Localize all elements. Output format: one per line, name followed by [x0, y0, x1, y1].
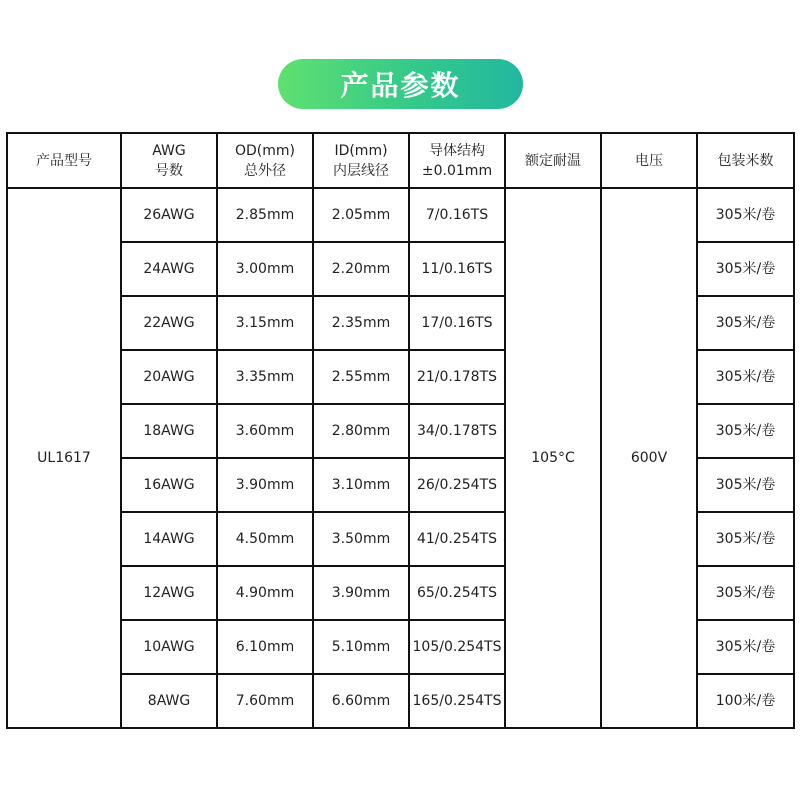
cell-id: 2.80mm: [313, 404, 409, 458]
cell-awg: 22AWG: [121, 296, 217, 350]
cell-voltage: 600V: [601, 188, 697, 728]
cell-od: 4.90mm: [217, 566, 313, 620]
cell-pack: 305米/卷: [697, 296, 794, 350]
cell-od: 7.60mm: [217, 674, 313, 728]
cell-id: 2.35mm: [313, 296, 409, 350]
cell-awg: 14AWG: [121, 512, 217, 566]
cell-od: 3.00mm: [217, 242, 313, 296]
cell-od: 6.10mm: [217, 620, 313, 674]
cell-id: 3.10mm: [313, 458, 409, 512]
cell-awg: 8AWG: [121, 674, 217, 728]
cell-conductor: 17/0.16TS: [409, 296, 505, 350]
cell-pack: 305米/卷: [697, 242, 794, 296]
cell-awg: 16AWG: [121, 458, 217, 512]
cell-id: 3.50mm: [313, 512, 409, 566]
header-conductor: 导体结构 ±0.01mm: [409, 133, 505, 188]
cell-awg: 18AWG: [121, 404, 217, 458]
cell-model: UL1617: [7, 188, 121, 728]
header-pack: 包装米数: [697, 133, 794, 188]
cell-conductor: 7/0.16TS: [409, 188, 505, 242]
cell-pack: 305米/卷: [697, 566, 794, 620]
header-voltage: 电压: [601, 133, 697, 188]
product-params-table: [6, 132, 795, 729]
cell-conductor: 26/0.254TS: [409, 458, 505, 512]
cell-awg: 20AWG: [121, 350, 217, 404]
cell-pack: 305米/卷: [697, 404, 794, 458]
cell-pack: 305米/卷: [697, 350, 794, 404]
cell-od: 3.35mm: [217, 350, 313, 404]
cell-awg: 24AWG: [121, 242, 217, 296]
header-od: OD(mm) 总外径: [217, 133, 313, 188]
cell-id: 2.55mm: [313, 350, 409, 404]
cell-conductor: 65/0.254TS: [409, 566, 505, 620]
cell-pack: 100米/卷: [697, 674, 794, 728]
header-id: ID(mm) 内层线径: [313, 133, 409, 188]
cell-awg: 10AWG: [121, 620, 217, 674]
header-temp: 额定耐温: [505, 133, 601, 188]
table-row: [7, 188, 794, 242]
cell-temp: 105°C: [505, 188, 601, 728]
cell-od: 3.15mm: [217, 296, 313, 350]
cell-pack: 305米/卷: [697, 188, 794, 242]
cell-id: 3.90mm: [313, 566, 409, 620]
header-model: 产品型号: [7, 133, 121, 188]
cell-awg: 26AWG: [121, 188, 217, 242]
cell-id: 5.10mm: [313, 620, 409, 674]
table-body: [7, 188, 794, 728]
cell-od: 2.85mm: [217, 188, 313, 242]
cell-id: 2.20mm: [313, 242, 409, 296]
cell-pack: 305米/卷: [697, 512, 794, 566]
cell-conductor: 34/0.178TS: [409, 404, 505, 458]
cell-pack: 305米/卷: [697, 620, 794, 674]
cell-id: 6.60mm: [313, 674, 409, 728]
cell-conductor: 165/0.254TS: [409, 674, 505, 728]
cell-conductor: 41/0.254TS: [409, 512, 505, 566]
cell-conductor: 105/0.254TS: [409, 620, 505, 674]
cell-id: 2.05mm: [313, 188, 409, 242]
cell-conductor: 21/0.178TS: [409, 350, 505, 404]
cell-od: 3.90mm: [217, 458, 313, 512]
cell-pack: 305米/卷: [697, 458, 794, 512]
header-awg: AWG 号数: [121, 133, 217, 188]
cell-conductor: 11/0.16TS: [409, 242, 505, 296]
cell-od: 3.60mm: [217, 404, 313, 458]
cell-od: 4.50mm: [217, 512, 313, 566]
table-header-row: [7, 133, 794, 188]
cell-awg: 12AWG: [121, 566, 217, 620]
page-title: 产品参数: [278, 59, 523, 109]
